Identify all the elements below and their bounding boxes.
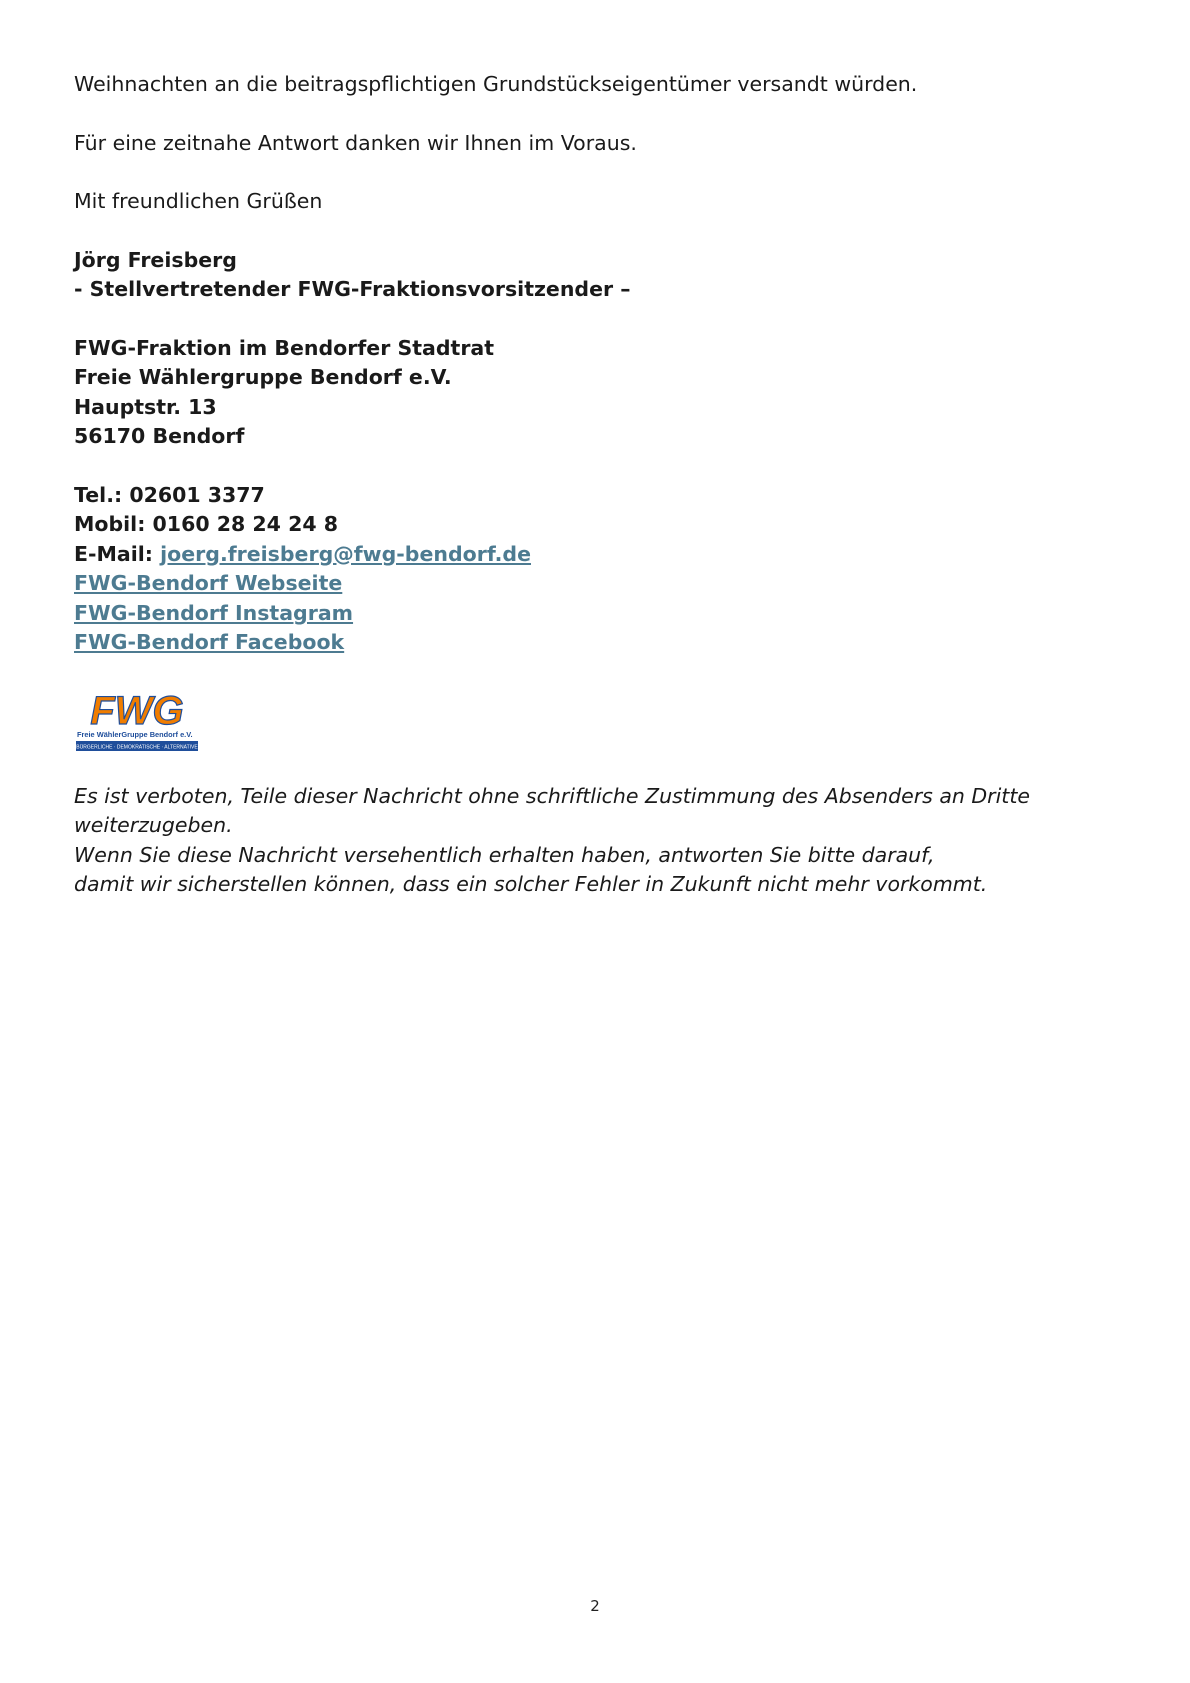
org-line: FWG-Fraktion im Bendorfer Stadtrat: [74, 335, 495, 360]
org-line: Freie Wählergruppe Bendorf e.V.: [74, 365, 452, 389]
address-street: Hauptstr. 13: [74, 394, 217, 419]
address-city: 56170 Bendorf: [74, 424, 245, 448]
letter-page: [74, 70, 1124, 900]
body-line: Weihnachten an die beitragspflichtigen Grundstückseigentümer versandt würden.: [74, 72, 918, 96]
page-number: 2: [590, 1597, 600, 1615]
disclaimer-line: Wenn Sie diese Nachricht versehentlich erhalten haben, antworten Sie bitte darauf,: [74, 842, 935, 867]
body-line: Für eine zeitnahe Antwort danken wir Ihnen im Voraus.: [74, 130, 637, 155]
signature-name: Jörg Freisberg: [74, 247, 237, 272]
phone: Tel.: 02601 3377: [74, 482, 265, 507]
instagram-link[interactable]: FWG-Bendorf Instagram: [74, 600, 354, 625]
disclaimer-line: Es ist verboten, Teile dieser Nachricht ohne schriftliche Zustimmung des Absenders an Dritte: [74, 783, 1030, 808]
closing: Mit freundlichen Grüßen: [74, 189, 323, 213]
email-line: [74, 540, 1124, 570]
email-link[interactable]: joerg.freisberg@fwg-bendorf.de: [160, 541, 531, 566]
mobile: Mobil: 0160 28 24 24 8: [74, 512, 338, 536]
logo-subtitle: Freie WählerGruppe Bendorf e.V.: [77, 729, 193, 739]
signature-role: - Stellvertretender FWG-Fraktionsvorsitzender –: [74, 277, 631, 301]
disclaimer: [74, 782, 1124, 900]
facebook-link[interactable]: FWG-Bendorf Facebook: [74, 630, 345, 654]
email-label: E-Mail:: [74, 541, 161, 566]
logo-tagline: BÜRGERLICHE · DEMOKRATISCHE · ALTERNATIVE: [76, 744, 198, 750]
fwg-logo: [74, 688, 200, 754]
website-link[interactable]: FWG-Bendorf Webseite: [74, 571, 343, 595]
logo-wordmark: FWG: [90, 688, 184, 733]
disclaimer-line: damit wir sicherstellen können, dass ein solcher Fehler in Zukunft nicht mehr vorkommt.: [74, 872, 988, 896]
disclaimer-line: weiterzugeben.: [74, 813, 233, 837]
